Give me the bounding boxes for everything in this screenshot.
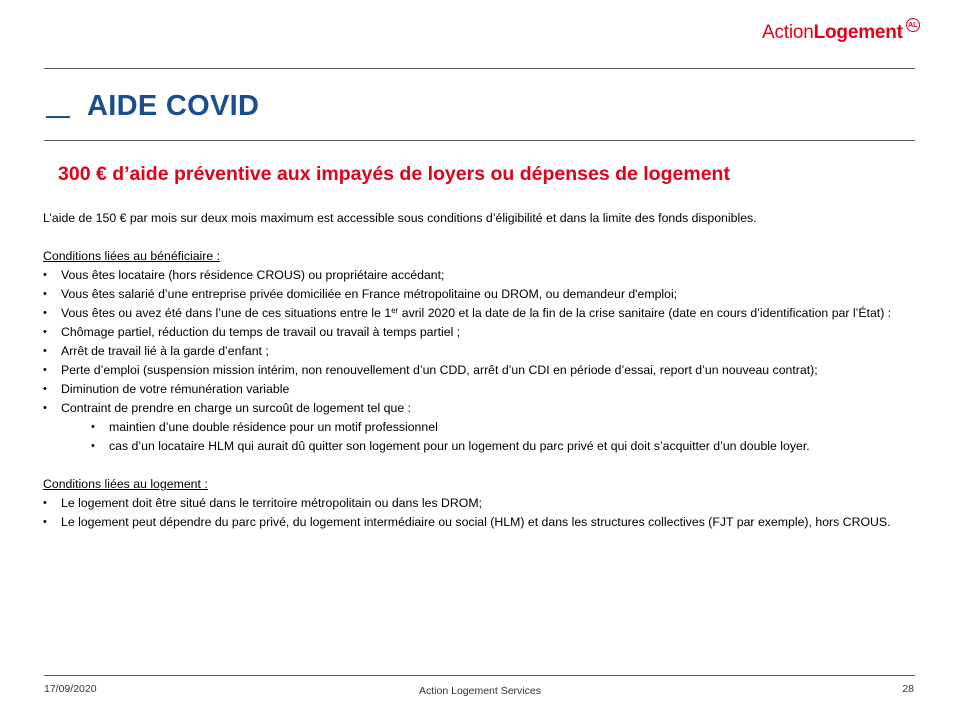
list-item: • Le logement doit être situé dans le territoire métropolitain ou dans les DROM; xyxy=(43,494,918,513)
housing-heading: Conditions liées au logement : xyxy=(43,477,208,491)
list-item: • Contraint de prendre en charge un surcoût de logement tel que : xyxy=(43,399,918,418)
situation-text-before: Vous êtes ou avez été dans l’une de ces situations entre le 1 xyxy=(61,306,392,320)
footer-divider xyxy=(44,675,915,676)
sub-list-item: • maintien d’une double résidence pour un motif professionnel xyxy=(91,418,918,437)
list-item: • Diminution de votre rémunération variable xyxy=(43,380,918,399)
title-dash xyxy=(46,116,70,118)
intro-paragraph: L’aide de 150 € par mois sur deux mois maximum est accessible sous conditions d’éligibilité et dans la limite des fonds disponibles. xyxy=(43,211,757,225)
page-title: AIDE COVID xyxy=(87,89,260,122)
surcharge-sub-list xyxy=(43,418,918,456)
logo-text-regular: Action xyxy=(762,22,814,43)
list-item: • Le logement peut dépendre du parc privé, du logement intermédiaire ou social (HLM) et dans les structures collectives (FJT par exemple), hors CROUS. xyxy=(43,513,918,532)
sub-list-item: • cas d’un locataire HLM qui aurait dû quitter son logement pour un logement du parc privé et qui doit s’acquitter d’un double loyer. xyxy=(91,437,918,456)
list-item: • Vous êtes salarié d’une entreprise privée domiciliée en France métropolitaine ou DROM, ou demandeur d'emploi; xyxy=(43,285,918,304)
action-logement-logo xyxy=(762,18,920,48)
title-row xyxy=(46,88,259,124)
footer-company: Action Logement Services xyxy=(419,685,541,697)
footer-date: 17/09/2020 xyxy=(44,683,97,695)
beneficiary-heading: Conditions liées au bénéficiaire : xyxy=(43,249,221,263)
content xyxy=(43,209,918,532)
logo-text-bold: Logement xyxy=(813,22,903,43)
list-item-situation xyxy=(43,304,918,323)
beneficiary-list xyxy=(43,266,918,418)
logo-text xyxy=(762,18,903,48)
logo-mark-icon: AL xyxy=(906,18,920,32)
situation-superscript: er xyxy=(391,306,399,315)
situation-text-after: avril 2020 et la date de la fin de la crise sanitaire (date en cours d’identification par l’État) : xyxy=(398,306,892,320)
page-number: 28 xyxy=(902,683,914,695)
title-divider xyxy=(44,140,915,141)
subtitle: 300 € d’aide préventive aux impayés de loyers ou dépenses de logement xyxy=(58,163,730,185)
list-item: • Vous êtes locataire (hors résidence CROUS) ou propriétaire accédant; xyxy=(43,266,918,285)
list-item: • Arrêt de travail lié à la garde d’enfant ; xyxy=(43,342,918,361)
housing-list xyxy=(43,494,918,532)
list-item: • Chômage partiel, réduction du temps de travail ou travail à temps partiel ; xyxy=(43,323,918,342)
top-divider xyxy=(44,68,915,69)
list-item: • Perte d’emploi (suspension mission intérim, non renouvellement d’un CDD, arrêt d’un CDI en période d’essai, report d’un nouveau contrat); xyxy=(43,361,918,380)
